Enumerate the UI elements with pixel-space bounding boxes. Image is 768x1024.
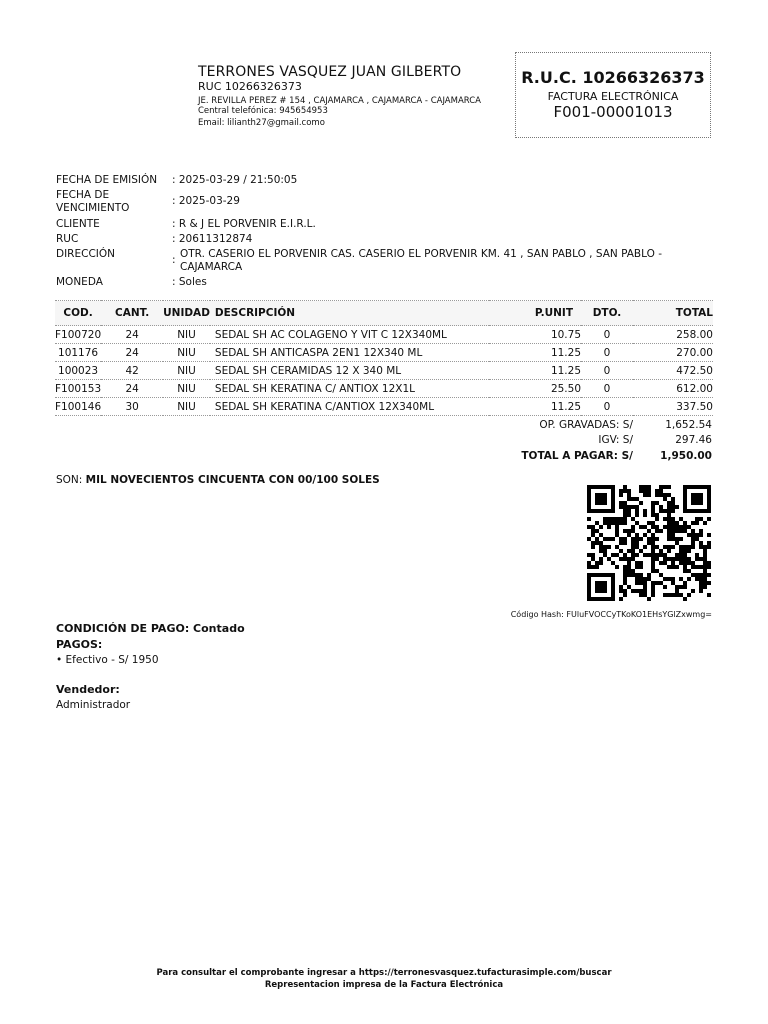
cell-dto: 0 (581, 362, 633, 380)
doc-ruc: R.U.C. 10266326373 (521, 68, 705, 87)
issuer-ruc: RUC 10266326373 (198, 80, 302, 93)
cell-unit: NIU (163, 344, 210, 362)
cell-total: 270.00 (633, 344, 713, 362)
doc-type: FACTURA ELECTRÓNICA (547, 90, 679, 103)
cell-punit: 11.25 (489, 362, 581, 380)
items-table (55, 300, 713, 416)
issue-date-label: FECHA DE EMISIÓN (56, 174, 158, 186)
total-label: TOTAL A PAGAR: S/ (521, 450, 633, 462)
cell-cod: F100153 (55, 380, 101, 398)
cell-total: 337.50 (633, 398, 713, 416)
client-ruc-value: : 20611312874 (172, 233, 253, 245)
address-colon: : (172, 254, 176, 266)
address-line-2: CAJAMARCA (180, 261, 243, 273)
address-label: DIRECCIÓN (56, 248, 115, 260)
cell-punit: 11.25 (489, 344, 581, 362)
cell-description: SEDAL SH KERATINA C/ANTIOX 12X340ML (210, 398, 489, 416)
payment-condition: CONDICIÓN DE PAGO: Contado (56, 622, 245, 635)
table-row (55, 326, 713, 344)
cell-punit: 10.75 (489, 326, 581, 344)
client-value: : R & J EL PORVENIR E.I.R.L. (172, 218, 316, 230)
cell-cod: 101176 (55, 344, 101, 362)
header-cant: CANT. (101, 301, 163, 326)
issuer-phone: Central telefónica: 945654953 (198, 106, 328, 116)
header-dto: DTO. (581, 301, 633, 326)
doc-number: F001-00001013 (553, 103, 673, 121)
header-description: DESCRIPCIÓN (210, 301, 489, 326)
due-date-label-1: FECHA DE (56, 189, 110, 201)
currency-label: MONEDA (56, 276, 103, 288)
cell-punit: 11.25 (489, 398, 581, 416)
footer-consult: Para consultar el comprobante ingresar a https://terronesvasquez.tufacturasimple.com/buscar (156, 968, 612, 978)
cell-total: 472.50 (633, 362, 713, 380)
document-id-box (515, 52, 711, 138)
cell-dto: 0 (581, 380, 633, 398)
issuer-address: JE. REVILLA PEREZ # 154 , CAJAMARCA , CAJAMARCA - CAJAMARCA (198, 96, 481, 106)
due-date-label-2: VENCIMIENTO (56, 202, 130, 214)
cell-dto: 0 (581, 326, 633, 344)
address-line-1: OTR. CASERIO EL PORVENIR CAS. CASERIO EL PORVENIR KM. 41 , SAN PABLO , SAN PABLO - (180, 248, 663, 260)
igv-value: 297.46 (675, 434, 712, 446)
header-punit: P.UNIT (489, 301, 581, 326)
client-ruc-label: RUC (56, 233, 79, 245)
cell-cant: 24 (101, 326, 163, 344)
table-row (55, 380, 713, 398)
qr-code (587, 485, 711, 601)
cell-description: SEDAL SH AC COLAGENO Y VIT C 12X340ML (210, 326, 489, 344)
footer-representation: Representacion impresa de la Factura Electrónica (264, 980, 504, 990)
op-gravadas-value: 1,652.54 (665, 419, 712, 431)
cell-cant: 24 (101, 344, 163, 362)
cell-dto: 0 (581, 398, 633, 416)
cell-cod: F100720 (55, 326, 101, 344)
seller-value: Administrador (56, 699, 131, 711)
header-total: TOTAL (633, 301, 713, 326)
amount-prefix: SON: (56, 474, 86, 486)
issue-date-value: : 2025-03-29 / 21:50:05 (172, 174, 298, 186)
cell-cod: 100023 (55, 362, 101, 380)
cell-unit: NIU (163, 398, 210, 416)
currency-value: : Soles (172, 276, 207, 288)
table-row (55, 398, 713, 416)
amount-in-words (56, 474, 380, 486)
issuer-name: TERRONES VASQUEZ JUAN GILBERTO (198, 64, 462, 80)
cell-cant: 42 (101, 362, 163, 380)
cell-punit: 25.50 (489, 380, 581, 398)
igv-label: IGV: S/ (598, 434, 633, 446)
payment-item: • Efectivo - S/ 1950 (56, 654, 159, 666)
cell-description: SEDAL SH KERATINA C/ ANTIOX 12X1L (210, 380, 489, 398)
hash-code: Código Hash: FUluFVOCCyTKoKO1EHsYGlZxwmg= (510, 610, 712, 619)
cell-description: SEDAL SH ANTICASPA 2EN1 12X340 ML (210, 344, 489, 362)
client-label: CLIENTE (56, 218, 100, 230)
cell-total: 612.00 (633, 380, 713, 398)
header-unit: UNIDAD (163, 301, 210, 326)
due-date-value: : 2025-03-29 (172, 195, 240, 207)
cell-unit: NIU (163, 380, 210, 398)
cell-cod: F100146 (55, 398, 101, 416)
cell-cant: 24 (101, 380, 163, 398)
cell-unit: NIU (163, 326, 210, 344)
seller-label: Vendedor: (56, 683, 120, 696)
issuer-email: Email: lilianth27@gmail.como (198, 118, 325, 128)
amount-words: MIL NOVECIENTOS CINCUENTA CON 00/100 SOLES (85, 474, 380, 486)
table-row (55, 344, 713, 362)
header-cod: COD. (55, 301, 101, 326)
op-gravadas-label: OP. GRAVADAS: S/ (539, 419, 633, 431)
cell-cant: 30 (101, 398, 163, 416)
cell-unit: NIU (163, 362, 210, 380)
cell-total: 258.00 (633, 326, 713, 344)
table-row (55, 362, 713, 380)
cell-description: SEDAL SH CERAMIDAS 12 X 340 ML (210, 362, 489, 380)
table-header-row (55, 301, 713, 326)
payments-label: PAGOS: (56, 638, 103, 651)
cell-dto: 0 (581, 344, 633, 362)
total-value: 1,950.00 (660, 450, 712, 462)
